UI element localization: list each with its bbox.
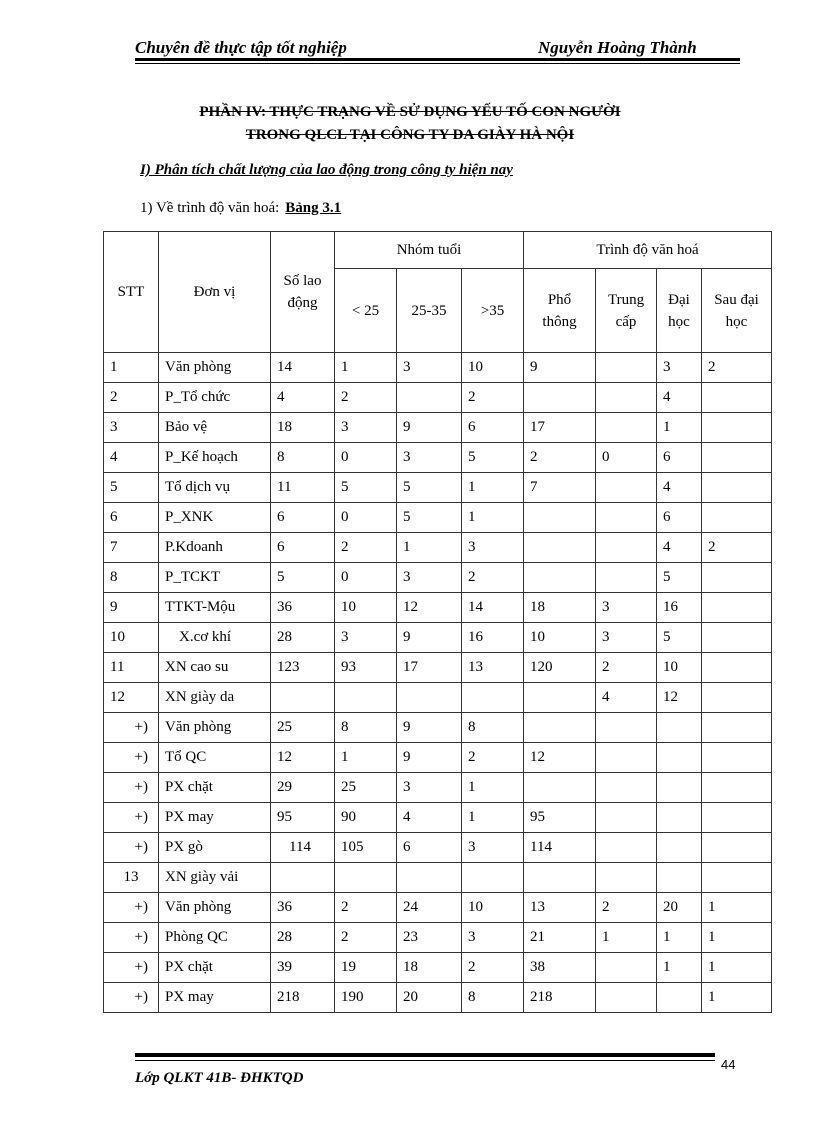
cell-age-25-35: 9 (397, 743, 462, 773)
cell-edu-university: 6 (657, 443, 702, 473)
cell-age-lt25: 0 (335, 503, 397, 533)
cell-age-gt35: 13 (462, 653, 524, 683)
cell-age-gt35: 6 (462, 413, 524, 443)
header-edu-university: Đại học (657, 269, 702, 353)
cell-workers: 5 (271, 563, 335, 593)
cell-edu-postgrad (702, 683, 772, 713)
cell-workers: 95 (271, 803, 335, 833)
page-title-line2: TRONG QLCL TẠI CÔNG TY DA GIÀY HÀ NỘI (245, 127, 575, 143)
cell-unit: P_XNK (159, 503, 271, 533)
cell-stt: 6 (104, 503, 159, 533)
cell-workers: 4 (271, 383, 335, 413)
table-row (104, 773, 772, 803)
cell-edu-vocational (596, 533, 657, 563)
cell-edu-general (524, 713, 596, 743)
cell-age-25-35 (397, 863, 462, 893)
cell-stt: +) (104, 803, 159, 833)
table-row (104, 893, 772, 923)
footer-left: Lớp QLKT 41B- ĐHKTQD (135, 1070, 304, 1086)
cell-edu-university: 12 (657, 683, 702, 713)
cell-edu-university: 4 (657, 533, 702, 563)
cell-edu-university: 6 (657, 503, 702, 533)
cell-stt: +) (104, 923, 159, 953)
cell-stt: 1 (104, 353, 159, 383)
cell-age-lt25: 3 (335, 623, 397, 653)
cell-stt: 10 (104, 623, 159, 653)
header-age-group: Nhóm tuổi (335, 232, 524, 269)
cell-edu-general: 38 (524, 953, 596, 983)
cell-edu-vocational (596, 473, 657, 503)
cell-workers: 12 (271, 743, 335, 773)
cell-age-gt35: 5 (462, 443, 524, 473)
cell-edu-postgrad: 1 (702, 923, 772, 953)
cell-unit: Phòng QC (159, 923, 271, 953)
cell-edu-general: 218 (524, 983, 596, 1013)
cell-edu-vocational: 2 (596, 893, 657, 923)
cell-edu-general: 21 (524, 923, 596, 953)
cell-age-lt25: 10 (335, 593, 397, 623)
cell-age-25-35: 12 (397, 593, 462, 623)
cell-unit: TTKT-Mộu (159, 593, 271, 623)
table-row (104, 923, 772, 953)
cell-stt: 2 (104, 383, 159, 413)
cell-edu-general (524, 503, 596, 533)
cell-age-gt35: 3 (462, 923, 524, 953)
header-edu-postgrad: Sau đại học (702, 269, 772, 353)
cell-edu-vocational (596, 563, 657, 593)
cell-age-gt35: 1 (462, 773, 524, 803)
cell-workers: 39 (271, 953, 335, 983)
cell-workers: 36 (271, 893, 335, 923)
cell-unit: PX may (159, 983, 271, 1013)
table-row (104, 683, 772, 713)
cell-unit: PX chặt (159, 773, 271, 803)
table-row (104, 593, 772, 623)
table-row (104, 623, 772, 653)
cell-stt: +) (104, 713, 159, 743)
cell-edu-vocational (596, 953, 657, 983)
cell-age-25-35: 9 (397, 623, 462, 653)
cell-age-25-35: 9 (397, 713, 462, 743)
cell-age-gt35: 10 (462, 353, 524, 383)
table-reference: Bảng 3.1 (285, 200, 342, 216)
cell-stt: 7 (104, 533, 159, 563)
cell-workers: 14 (271, 353, 335, 383)
table-row (104, 863, 772, 893)
cell-edu-general: 7 (524, 473, 596, 503)
cell-stt: 11 (104, 653, 159, 683)
cell-edu-general (524, 773, 596, 803)
cell-workers: 218 (271, 983, 335, 1013)
cell-unit: PX may (159, 803, 271, 833)
cell-age-lt25: 1 (335, 743, 397, 773)
header-age-lt25: < 25 (335, 269, 397, 353)
cell-age-lt25: 105 (335, 833, 397, 863)
cell-age-25-35: 1 (397, 533, 462, 563)
cell-stt: +) (104, 743, 159, 773)
cell-stt: +) (104, 893, 159, 923)
cell-edu-vocational: 2 (596, 653, 657, 683)
header-education: Trình độ văn hoá (524, 232, 772, 269)
cell-edu-university (657, 983, 702, 1013)
cell-edu-postgrad (702, 503, 772, 533)
cell-unit: P.Kdoanh (159, 533, 271, 563)
cell-edu-vocational (596, 353, 657, 383)
header-right: Nguyễn Hoàng Thành (538, 38, 697, 57)
cell-age-lt25 (335, 683, 397, 713)
cell-stt: 5 (104, 473, 159, 503)
table-row (104, 353, 772, 383)
footer-rule-thin (135, 1060, 715, 1061)
cell-edu-postgrad (702, 653, 772, 683)
cell-workers: 6 (271, 503, 335, 533)
cell-age-25-35 (397, 683, 462, 713)
cell-unit: P_TCKT (159, 563, 271, 593)
cell-edu-general: 114 (524, 833, 596, 863)
cell-edu-university (657, 713, 702, 743)
cell-age-gt35: 2 (462, 563, 524, 593)
cell-unit: Bảo vệ (159, 413, 271, 443)
cell-edu-vocational (596, 803, 657, 833)
cell-edu-vocational (596, 713, 657, 743)
cell-age-lt25: 1 (335, 353, 397, 383)
cell-edu-general: 10 (524, 623, 596, 653)
cell-age-25-35: 3 (397, 773, 462, 803)
cell-edu-postgrad (702, 383, 772, 413)
cell-edu-university: 3 (657, 353, 702, 383)
cell-age-gt35: 10 (462, 893, 524, 923)
table-row (104, 563, 772, 593)
cell-age-gt35: 8 (462, 983, 524, 1013)
cell-edu-vocational (596, 863, 657, 893)
cell-age-gt35: 1 (462, 503, 524, 533)
table-row (104, 443, 772, 473)
cell-workers (271, 863, 335, 893)
cell-edu-postgrad (702, 413, 772, 443)
cell-workers: 6 (271, 533, 335, 563)
cell-unit: Văn phòng (159, 353, 271, 383)
cell-edu-postgrad (702, 623, 772, 653)
cell-workers (271, 683, 335, 713)
cell-age-lt25: 2 (335, 383, 397, 413)
cell-stt: 3 (104, 413, 159, 443)
header-edu-general: Phổ thông (524, 269, 596, 353)
cell-stt: 8 (104, 563, 159, 593)
cell-edu-general: 9 (524, 353, 596, 383)
cell-age-lt25 (335, 863, 397, 893)
cell-age-gt35: 14 (462, 593, 524, 623)
cell-unit: XN giày vải (159, 863, 271, 893)
cell-edu-general (524, 383, 596, 413)
cell-edu-postgrad: 2 (702, 353, 772, 383)
table-row (104, 983, 772, 1013)
page-title-line1: PHẦN IV: THỰC TRẠNG VỀ SỬ DỤNG YẾU TỐ CON NGƯỜI (199, 104, 621, 120)
cell-unit: P_Tổ chức (159, 383, 271, 413)
cell-unit: XN giày da (159, 683, 271, 713)
header-workers: Số lao động (271, 232, 335, 353)
cell-age-gt35 (462, 683, 524, 713)
table-row (104, 503, 772, 533)
table-row (104, 413, 772, 443)
cell-age-gt35: 16 (462, 623, 524, 653)
cell-age-lt25: 190 (335, 983, 397, 1013)
cell-edu-postgrad (702, 863, 772, 893)
cell-age-25-35: 18 (397, 953, 462, 983)
footer-rule (135, 1053, 715, 1057)
cell-edu-university: 1 (657, 413, 702, 443)
cell-age-25-35: 23 (397, 923, 462, 953)
cell-edu-vocational: 3 (596, 593, 657, 623)
subsection-heading (140, 200, 341, 217)
cell-workers: 114 (271, 833, 335, 863)
cell-age-lt25: 5 (335, 473, 397, 503)
header-edu-vocational: Trung cấp (596, 269, 657, 353)
table-row (104, 953, 772, 983)
table-row (104, 833, 772, 863)
table-body (104, 353, 772, 1013)
cell-age-25-35: 5 (397, 503, 462, 533)
cell-edu-general: 17 (524, 413, 596, 443)
cell-edu-university (657, 773, 702, 803)
cell-edu-university: 16 (657, 593, 702, 623)
cell-edu-postgrad: 1 (702, 893, 772, 923)
cell-edu-university: 5 (657, 623, 702, 653)
cell-edu-general (524, 863, 596, 893)
table-row (104, 743, 772, 773)
cell-stt: +) (104, 833, 159, 863)
cell-age-25-35: 3 (397, 353, 462, 383)
cell-edu-university: 4 (657, 383, 702, 413)
cell-age-gt35: 3 (462, 833, 524, 863)
cell-age-25-35: 4 (397, 803, 462, 833)
cell-age-lt25: 2 (335, 923, 397, 953)
header-rule (135, 58, 740, 61)
cell-age-gt35: 1 (462, 803, 524, 833)
cell-edu-university (657, 803, 702, 833)
table-row (104, 803, 772, 833)
cell-edu-postgrad (702, 713, 772, 743)
education-table (103, 231, 772, 1013)
cell-stt: +) (104, 773, 159, 803)
cell-edu-university (657, 833, 702, 863)
cell-stt: 4 (104, 443, 159, 473)
cell-edu-postgrad: 1 (702, 953, 772, 983)
cell-age-gt35: 2 (462, 383, 524, 413)
cell-edu-postgrad: 2 (702, 533, 772, 563)
cell-edu-vocational (596, 413, 657, 443)
cell-edu-vocational: 3 (596, 623, 657, 653)
cell-workers: 8 (271, 443, 335, 473)
cell-unit: X.cơ khí (159, 623, 271, 653)
cell-edu-postgrad (702, 743, 772, 773)
cell-edu-postgrad (702, 773, 772, 803)
cell-age-lt25: 0 (335, 563, 397, 593)
page-number: 44 (721, 1057, 736, 1072)
cell-edu-vocational (596, 503, 657, 533)
cell-stt: +) (104, 983, 159, 1013)
cell-edu-postgrad (702, 473, 772, 503)
header-age-gt35: >35 (462, 269, 524, 353)
cell-age-lt25: 90 (335, 803, 397, 833)
cell-age-25-35: 6 (397, 833, 462, 863)
cell-edu-vocational (596, 833, 657, 863)
table-row (104, 713, 772, 743)
cell-edu-postgrad (702, 803, 772, 833)
cell-edu-postgrad (702, 563, 772, 593)
cell-edu-postgrad (702, 443, 772, 473)
cell-edu-university: 4 (657, 473, 702, 503)
cell-workers: 28 (271, 923, 335, 953)
cell-age-gt35: 8 (462, 713, 524, 743)
cell-age-25-35: 3 (397, 563, 462, 593)
cell-edu-vocational (596, 983, 657, 1013)
cell-unit: Tổ dịch vụ (159, 473, 271, 503)
cell-age-lt25: 3 (335, 413, 397, 443)
cell-edu-general (524, 533, 596, 563)
cell-edu-general (524, 683, 596, 713)
cell-edu-university (657, 863, 702, 893)
table-row (104, 653, 772, 683)
header-stt: STT (104, 232, 159, 353)
table-row (104, 533, 772, 563)
section-heading: I) Phân tích chất lượng của lao động trong công ty hiện nay (140, 162, 513, 178)
cell-stt: 12 (104, 683, 159, 713)
cell-age-gt35: 3 (462, 533, 524, 563)
cell-unit: Tổ QC (159, 743, 271, 773)
table-row (104, 473, 772, 503)
cell-age-lt25: 93 (335, 653, 397, 683)
cell-unit: Văn phòng (159, 713, 271, 743)
table-row (104, 383, 772, 413)
cell-workers: 29 (271, 773, 335, 803)
cell-workers: 18 (271, 413, 335, 443)
cell-edu-university: 1 (657, 953, 702, 983)
cell-age-lt25: 2 (335, 533, 397, 563)
cell-workers: 123 (271, 653, 335, 683)
cell-edu-university (657, 743, 702, 773)
cell-edu-general: 2 (524, 443, 596, 473)
cell-workers: 28 (271, 623, 335, 653)
cell-unit: PX chặt (159, 953, 271, 983)
cell-unit: PX gò (159, 833, 271, 863)
cell-edu-general (524, 563, 596, 593)
cell-edu-vocational: 0 (596, 443, 657, 473)
cell-age-lt25: 8 (335, 713, 397, 743)
cell-edu-university: 1 (657, 923, 702, 953)
cell-edu-general: 120 (524, 653, 596, 683)
cell-stt: +) (104, 953, 159, 983)
cell-workers: 25 (271, 713, 335, 743)
cell-age-gt35: 2 (462, 953, 524, 983)
cell-edu-postgrad (702, 593, 772, 623)
cell-stt: 13 (104, 863, 159, 893)
cell-stt: 9 (104, 593, 159, 623)
cell-edu-vocational (596, 773, 657, 803)
cell-age-25-35: 3 (397, 443, 462, 473)
cell-edu-vocational (596, 743, 657, 773)
cell-age-25-35: 24 (397, 893, 462, 923)
cell-age-25-35: 9 (397, 413, 462, 443)
cell-age-25-35: 5 (397, 473, 462, 503)
cell-edu-postgrad: 1 (702, 983, 772, 1013)
cell-edu-university: 10 (657, 653, 702, 683)
cell-edu-vocational: 1 (596, 923, 657, 953)
cell-edu-general: 95 (524, 803, 596, 833)
cell-workers: 36 (271, 593, 335, 623)
cell-workers: 11 (271, 473, 335, 503)
cell-age-lt25: 19 (335, 953, 397, 983)
cell-age-25-35: 20 (397, 983, 462, 1013)
cell-age-lt25: 25 (335, 773, 397, 803)
cell-edu-vocational (596, 383, 657, 413)
cell-edu-university: 5 (657, 563, 702, 593)
cell-age-gt35: 1 (462, 473, 524, 503)
cell-age-25-35: 17 (397, 653, 462, 683)
header-rule-thin (135, 63, 740, 64)
cell-age-gt35 (462, 863, 524, 893)
cell-edu-general: 12 (524, 743, 596, 773)
cell-edu-vocational: 4 (596, 683, 657, 713)
cell-edu-postgrad (702, 833, 772, 863)
header-age-25-35: 25-35 (397, 269, 462, 353)
cell-age-25-35 (397, 383, 462, 413)
cell-age-lt25: 2 (335, 893, 397, 923)
cell-age-lt25: 0 (335, 443, 397, 473)
subsection-label: 1) Về trình độ văn hoá: (140, 200, 280, 216)
cell-age-gt35: 2 (462, 743, 524, 773)
header-unit: Đơn vị (159, 232, 271, 353)
cell-edu-general: 13 (524, 893, 596, 923)
cell-unit: XN cao su (159, 653, 271, 683)
cell-edu-general: 18 (524, 593, 596, 623)
cell-unit: P_Kế hoạch (159, 443, 271, 473)
cell-unit: Văn phòng (159, 893, 271, 923)
cell-edu-university: 20 (657, 893, 702, 923)
header-left: Chuyên đề thực tập tốt nghiệp (135, 38, 347, 57)
